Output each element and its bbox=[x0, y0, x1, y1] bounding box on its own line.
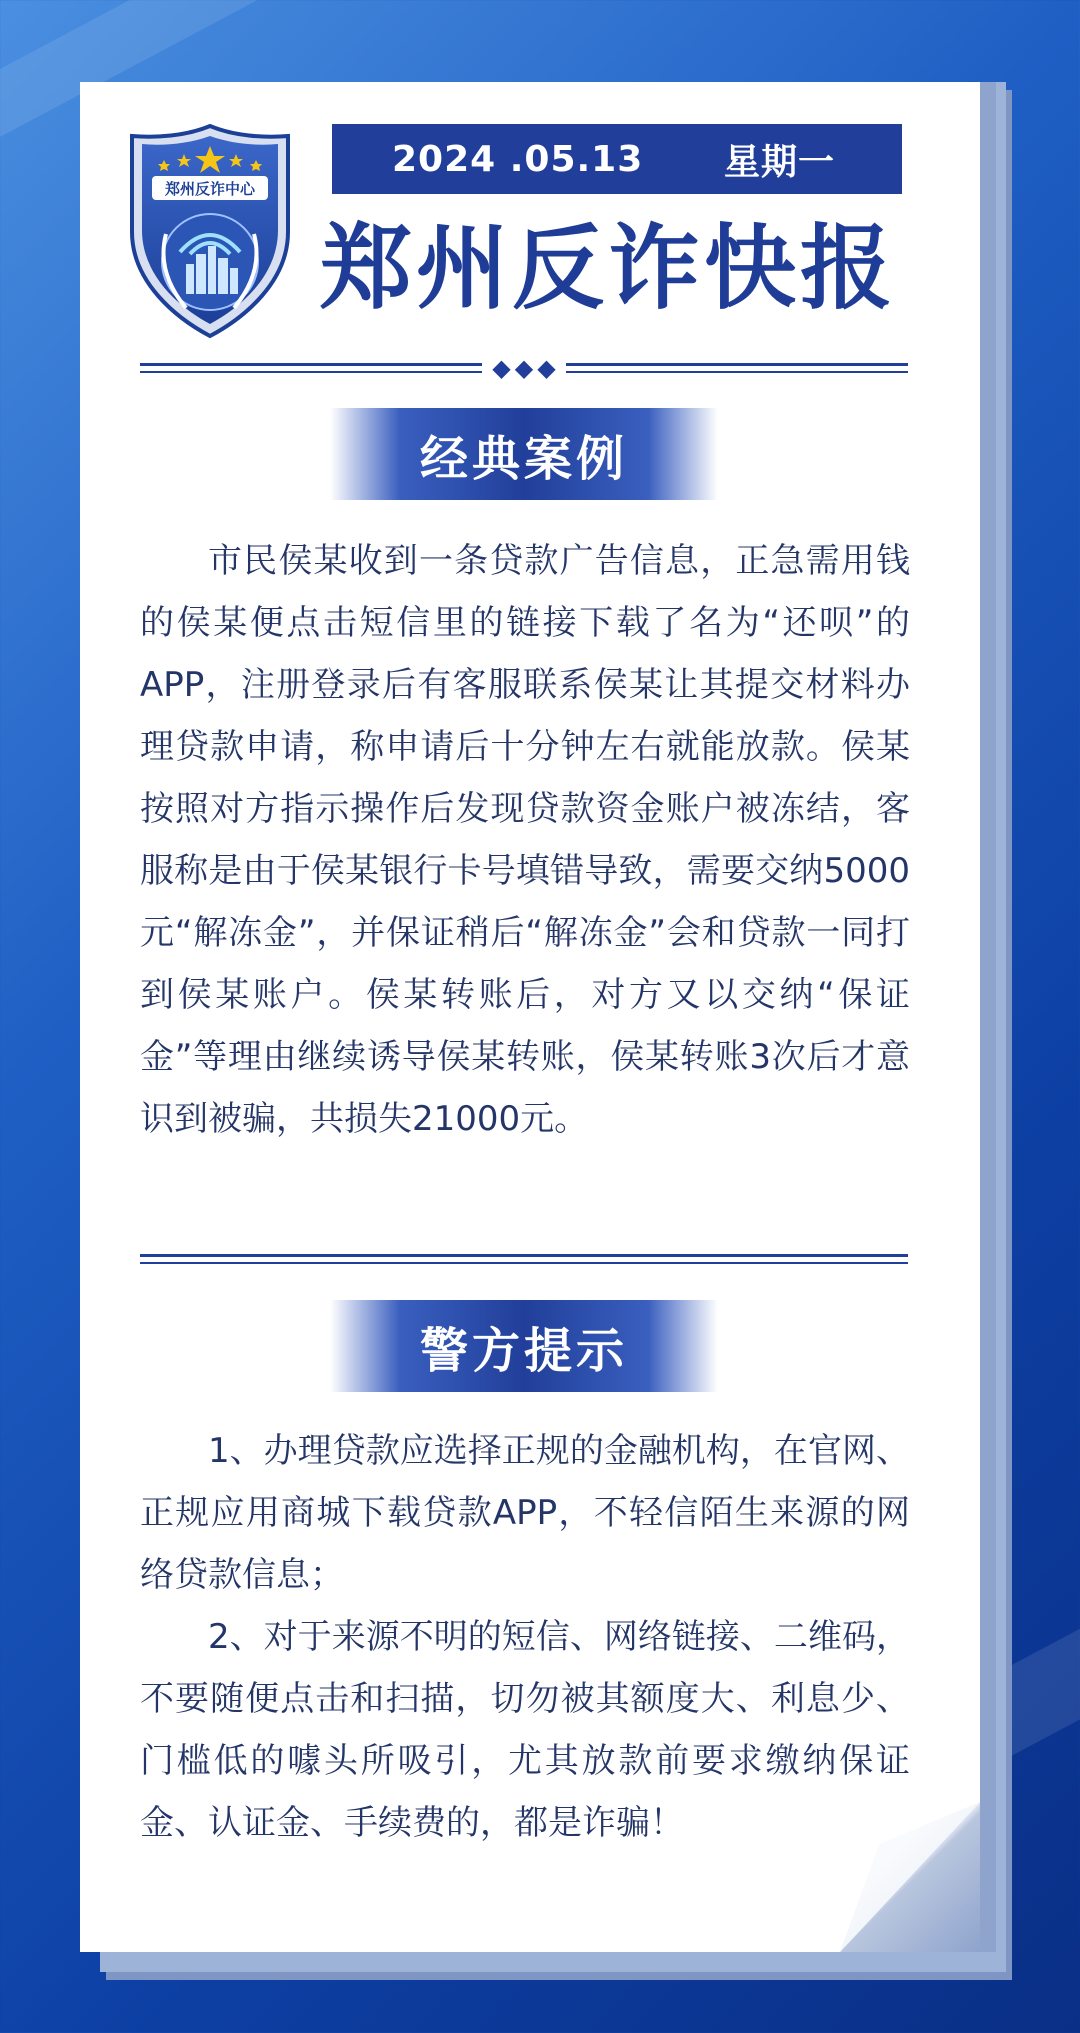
diamond-icon: ◆ bbox=[492, 354, 511, 382]
badge-text: 郑州反诈中心 bbox=[164, 180, 256, 198]
section-heading-cases: 经典案例 bbox=[330, 408, 718, 500]
weekday-text: 星期一 bbox=[724, 141, 836, 183]
case-description bbox=[140, 530, 910, 1150]
date-text: 2024 .05.13 bbox=[392, 138, 644, 180]
date-bar bbox=[332, 124, 902, 194]
section-heading-tips: 警方提示 bbox=[330, 1300, 718, 1392]
case-paragraph: 市民侯某收到一条贷款广告信息，正急需用钱的侯某便点击短信里的链接下载了名为“还呗”的APP，注册登录后有客服联系侯某让其提交材料办理贷款申请，称申请后十分钟左右就能放款。侯某按照对方指示操作后发现贷款资金账户被冻结，客服称是由于侯某银行卡号填错导致，需要交纳5000元“解冻金”，并保证稍后“解冻金”会和贷款一同打到侯某账户。侯某转账后，对方又以交纳“保证金”等理由继续诱导侯某转账，侯某转账3次后才意识到被骗，共损失21000元。 bbox=[140, 541, 910, 1139]
police-tips bbox=[140, 1420, 910, 1854]
diamond-icon: ◆ bbox=[537, 354, 556, 382]
section-divider bbox=[140, 1254, 908, 1264]
diamond-ornament bbox=[482, 352, 566, 384]
tip-item-1: 1、办理贷款应选择正规的金融机构，在官网、正规应用商城下载贷款APP，不轻信陌生来源的网络贷款信息； bbox=[140, 1431, 910, 1595]
diamond-icon: ◆ bbox=[514, 354, 534, 382]
tip-item-2: 2、对于来源不明的短信、网络链接、二维码，不要随便点击和扫描，切勿被其额度大、利息少、门槛低的噱头所吸引，尤其放款前要求缴纳保证金、认证金、手续费的，都是诈骗！ bbox=[140, 1617, 910, 1843]
police-badge-logo bbox=[126, 122, 294, 342]
page-title: 郑州反诈快报 bbox=[320, 215, 897, 322]
card-edge bbox=[980, 82, 996, 1952]
